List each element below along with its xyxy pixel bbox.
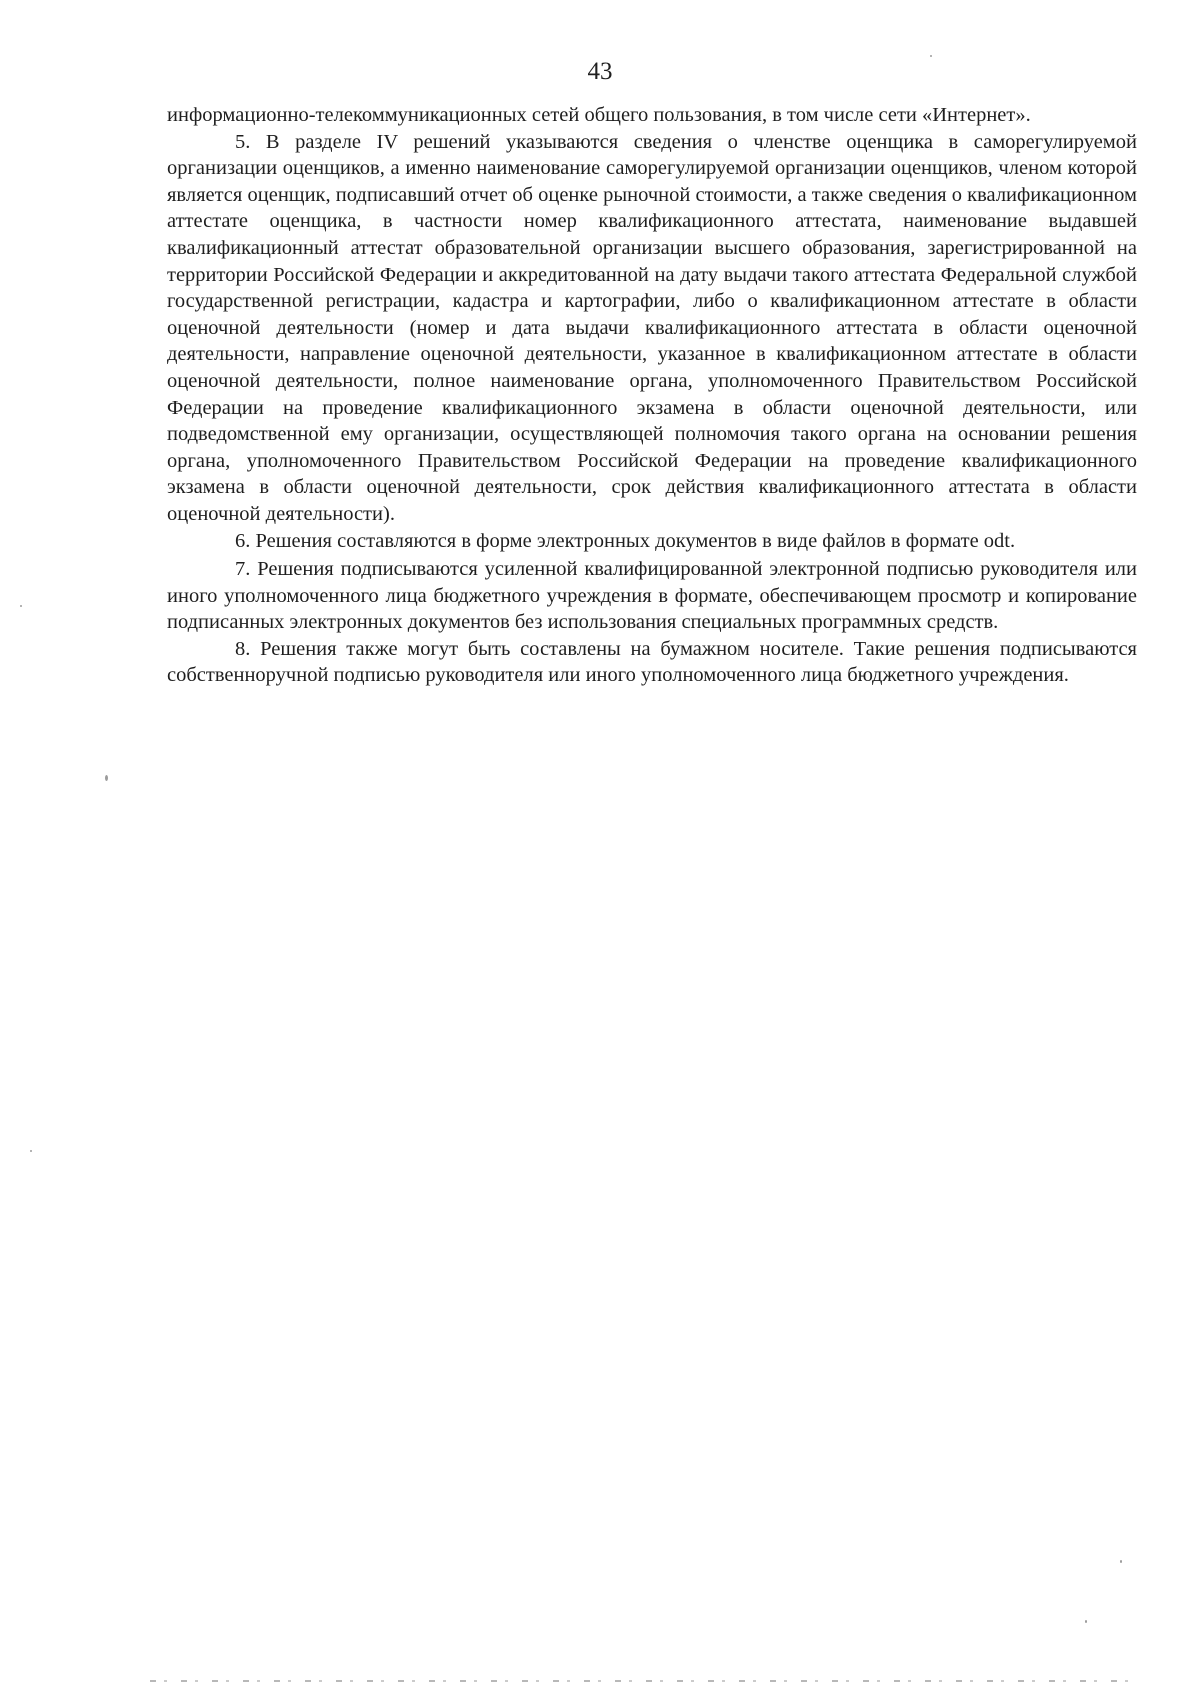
scan-speck	[930, 55, 932, 57]
document-body	[167, 102, 1137, 689]
paragraph-item-8: 8. Решения также могут быть составлены на бумажном носителе. Такие решения подписываются собственноручной подписью руководителя или иного уполномоченного лица бюджетного учреждения.	[167, 637, 1137, 687]
paragraph-continuation: информационно-телекоммуникационных сетей общего пользования, в том числе сети «Интернет».	[167, 104, 1031, 126]
paragraph-item-7: 7. Решения подписываются усиленной квалифицированной электронной подписью руководителя или иного уполномоченного лица бюджетного учреждения в формате, обеспечивающем просмотр и копирование подписанных электронных документов без использования специальных программных средств.	[167, 558, 1137, 634]
scan-speck	[30, 1150, 32, 1152]
scan-speck	[1120, 1560, 1122, 1563]
scan-speck	[1085, 1620, 1087, 1623]
paragraph-item-5: 5. В разделе IV решений указываются сведения о членстве оценщика в саморегулируемой организации оценщиков, а именно наименование саморегулируемой организации оценщиков, членом которой является оценщик, подписавший отчет об оценке рыночной стоимости, а также сведения о квалификационном аттестате оценщика, в частности номер квалификационного аттестата, наименование выдавшей квалификационный аттестат образовательной организации высшего образования, зарегистрированной на территории Российской Федерации и аккредитованной на дату выдачи такого аттестата Федеральной службой государственной регистрации, кадастра и картографии, либо о квалификационном аттестате в области оценочной деятельности (номер и дата выдачи квалификационного аттестата в области оценочной деятельности, направление оценочной деятельности, указанное в квалификационном аттестате в области оценочной деятельности, полное наименование органа, уполномоченного Правительством Российской Федерации на проведение квалификационного экзамена в области оценочной деятельности, или подведомственной ему организации, осуществляющей полномочия такого органа на основании решения органа, уполномоченного Правительством Российской Федерации на проведение квалификационного экзамена в области оценочной деятельности, срок действия квалификационного аттестата в области оценочной деятельности).	[167, 130, 1137, 525]
scan-speck	[20, 605, 22, 607]
paragraph-item-6: 6. Решения составляются в форме электронных документов в виде файлов в формате odt.	[235, 529, 1016, 552]
scan-noise-footer	[150, 1680, 1140, 1682]
scan-speck	[105, 775, 108, 781]
page-number: 43	[587, 58, 613, 85]
